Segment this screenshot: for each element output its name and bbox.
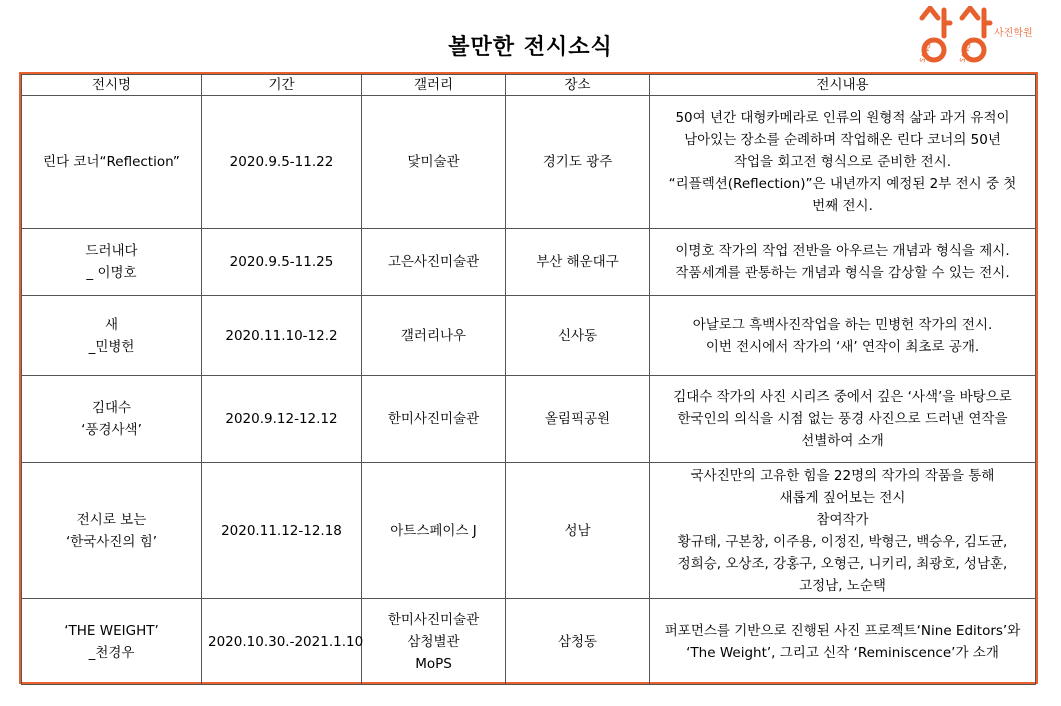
exhibition-place: 경기도 광주 xyxy=(506,96,650,229)
exhibition-gallery: 닻미술관 xyxy=(362,96,506,229)
exhibition-gallery: 갤러리나우 xyxy=(362,296,506,376)
svg-text:SANG: SANG xyxy=(958,42,973,64)
svg-text:SANG: SANG xyxy=(918,42,933,64)
exhibition-gallery: 고은사진미술관 xyxy=(362,229,506,296)
exhibition-content: 퍼포먼스를 기반으로 진행된 사진 프로젝트‘Nine Editors’와 ‘The Weight’, 그리고 신작 ‘Reminiscence’가 소개 xyxy=(650,599,1036,685)
exhibition-name: ‘THE WEIGHT’ _천경우 xyxy=(22,599,202,685)
exhibition-period: 2020.10.30.-2021.1.10 xyxy=(202,599,362,685)
exhibition-name: 전시로 보는 ‘한국사진의 힘’ xyxy=(22,463,202,599)
exhibition-period: 2020.11.10-12.2 xyxy=(202,296,362,376)
exhibition-gallery: 한미사진미술관 xyxy=(362,376,506,463)
exhibition-period: 2020.9.12-12.12 xyxy=(202,376,362,463)
academy-logo xyxy=(910,6,1040,72)
exhibition-period: 2020.9.5-11.22 xyxy=(202,96,362,229)
exhibition-content: 이명호 작가의 작업 전반을 아우르는 개념과 형식을 제시. 작품세계를 관통하는 개념과 형식을 감상할 수 있는 전시. xyxy=(650,229,1036,296)
exhibition-gallery: 한미사진미술관 삼청별관 MoPS xyxy=(362,599,506,685)
exhibition-place: 올림픽공원 xyxy=(506,376,650,463)
exhibition-place: 삼청동 xyxy=(506,599,650,685)
header-gallery: 갤러리 xyxy=(362,75,506,96)
exhibition-period: 2020.11.12-12.18 xyxy=(202,463,362,599)
exhibition-name: 김대수 ‘풍경사색’ xyxy=(22,376,202,463)
header-period: 기간 xyxy=(202,75,362,96)
exhibition-place: 신사동 xyxy=(506,296,650,376)
table-row xyxy=(22,463,1036,599)
exhibition-name: 린다 코너“Reflection” xyxy=(22,96,202,229)
sangsang-logo-icon xyxy=(910,6,1040,72)
exhibition-content: 국사진만의 고유한 힘을 22명의 작가의 작품을 통해 새롭게 짚어보는 전시 참여작가 황규태, 구본창, 이주용, 이정진, 박형근, 백승우, 김도균, 정희승, 오상조, 강홍구, 오형근, 니키리, 최광호, 성남훈, 고정남, 노순택 xyxy=(650,463,1036,599)
table-row xyxy=(22,376,1036,463)
header-place: 장소 xyxy=(506,75,650,96)
exhibition-content: 50여 년간 대형카메라로 인류의 원형적 삶과 과거 유적이 남아있는 장소를 순례하며 작업해온 린다 코너의 50년 작업을 회고전 형식으로 준비한 전시. “리플렉션(Reflection)”은 내년까지 예정된 2부 전시 중 첫 번째 전시. xyxy=(650,96,1036,229)
exhibition-gallery: 아트스페이스 J xyxy=(362,463,506,599)
header-name: 전시명 xyxy=(22,75,202,96)
header-content: 전시내용 xyxy=(650,75,1036,96)
exhibition-name: 드러내다 _ 이명호 xyxy=(22,229,202,296)
exhibition-place: 성남 xyxy=(506,463,650,599)
exhibition-table xyxy=(21,74,1036,685)
table-row xyxy=(22,599,1036,685)
table-row xyxy=(22,96,1036,229)
page-title: 볼만한 전시소식 xyxy=(448,35,613,60)
exhibition-content: 김대수 작가의 사진 시리즈 중에서 깊은 ‘사색’을 바탕으로 한국인의 의식을 시점 없는 풍경 사진으로 드러낸 연작을 선별하여 소개 xyxy=(650,376,1036,463)
table-row xyxy=(22,296,1036,376)
exhibition-place: 부산 해운대구 xyxy=(506,229,650,296)
exhibition-name: 새 _민병헌 xyxy=(22,296,202,376)
logo-small-text: 사진학원 xyxy=(994,28,1033,39)
table-row xyxy=(22,229,1036,296)
exhibition-table-frame xyxy=(19,72,1038,684)
exhibition-content: 아날로그 흑백사진작업을 하는 민병헌 작가의 전시. 이번 전시에서 작가의 ‘새’ 연작이 최초로 공개. xyxy=(650,296,1036,376)
table-header-row xyxy=(22,75,1036,96)
exhibition-period: 2020.9.5-11.25 xyxy=(202,229,362,296)
